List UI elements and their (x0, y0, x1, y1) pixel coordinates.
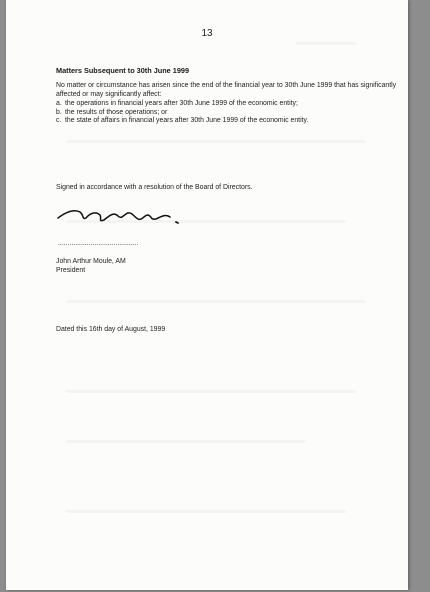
list-item-text: the operations in financial years after 30th June 1999 of the economic entity; (65, 100, 298, 107)
list-item-text: the results of those operations; or (65, 108, 168, 116)
signed-statement: Signed in accordance with a resolution of the Board of Directors. (56, 184, 253, 191)
list-item (56, 117, 308, 126)
intro-line: No matter or circumstance has arisen since the end of the financial year to 30th June 1999 that has significantly (56, 82, 397, 89)
signatory-title: President (56, 266, 86, 274)
signatory-name: John Arthur Moule, AM (56, 258, 126, 265)
show-through-mark (296, 42, 356, 45)
show-through-mark (66, 300, 366, 303)
section-heading: Matters Subsequent to 30th June 1999 (56, 66, 190, 75)
list-item (56, 109, 308, 118)
list-marker: c. (56, 117, 62, 125)
signatory-block (56, 258, 126, 275)
intro-paragraph (56, 82, 396, 99)
show-through-mark (66, 140, 366, 143)
document-page (6, 0, 408, 590)
list-item-text: the state of affairs in financial years after 30th June 1999 of the economic entity. (65, 117, 309, 125)
list-item (56, 100, 308, 109)
show-through-mark (66, 510, 346, 513)
signature-line: .......................................... (58, 240, 139, 247)
intro-line: affected or may significantly affect: (56, 90, 162, 98)
show-through-mark (66, 390, 356, 393)
matters-list (56, 100, 308, 126)
show-through-mark (66, 440, 306, 443)
list-marker: a. (56, 100, 62, 107)
dated-line: Dated this 16th day of August, 1999 (56, 326, 166, 333)
page-number: 13 (201, 28, 213, 39)
handwritten-signature (52, 198, 192, 238)
list-marker: b. (56, 108, 62, 116)
